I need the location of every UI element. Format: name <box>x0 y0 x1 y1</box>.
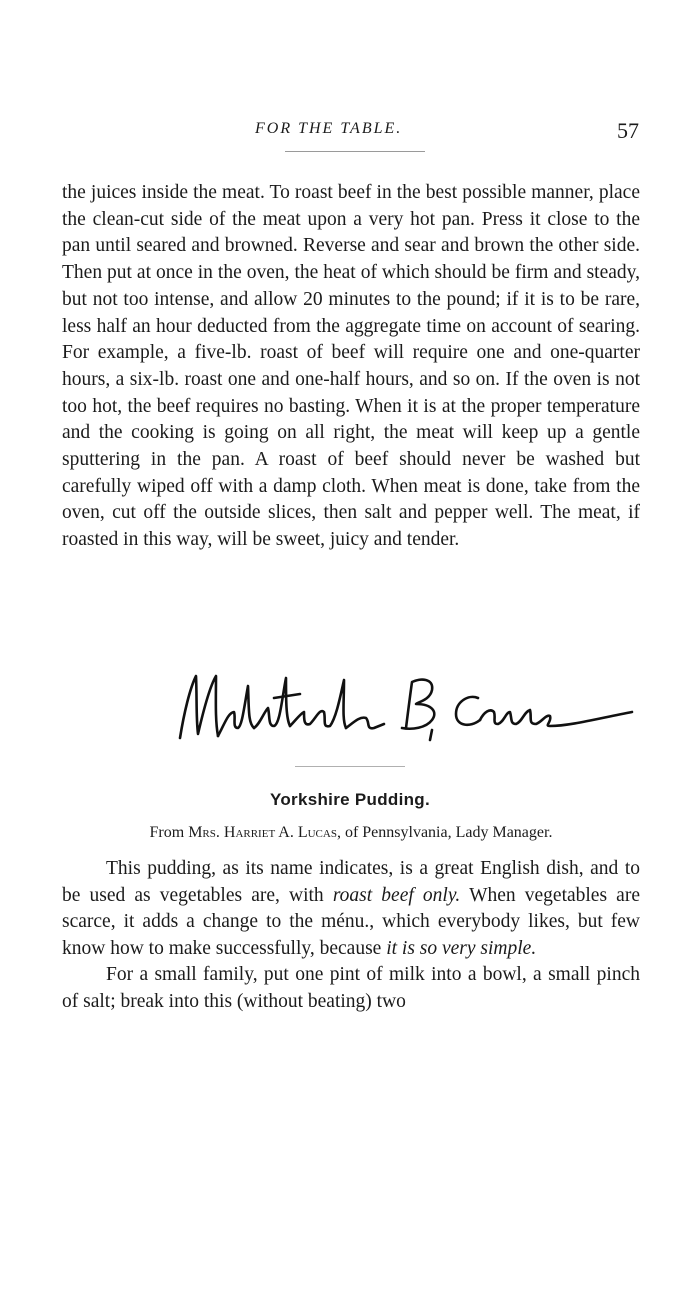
running-head: FOR THE TABLE. <box>255 120 403 137</box>
body-text <box>62 180 640 554</box>
recipe-title: Yorkshire Pudding. <box>270 790 430 809</box>
recipe-p1-emphasis-2: it is so very simple. <box>386 937 537 959</box>
recipe-paragraph-1 <box>62 856 640 962</box>
page-number: 57 <box>617 118 639 143</box>
recipe-p1-emphasis-1: roast beef only. <box>332 884 461 906</box>
recipe-body <box>62 856 640 1015</box>
recipe-paragraph-2: For a small family, put one pint of milk into a bowl, a small pinch of salt; break into this (without beating) two <box>62 964 640 1012</box>
header-rule <box>285 151 425 152</box>
handwritten-signature <box>170 668 640 748</box>
attribution-name: Mrs. Harriet A. Lucas, <box>188 824 341 841</box>
recipe-attribution <box>62 824 640 842</box>
attribution-rest: of Pennsylvania, Lady Manager. <box>344 824 553 841</box>
paragraph-roast-beef: the juices inside the meat. To roast beef in the best possible manner, place the clean-cut side of the meat upon a very hot pan. Press it close to the pan until seared and browned. Reverse and sear and brown the other side. Then put at once in the oven, the heat of which should be firm and steady, but not too intense, and allow 20 minutes to the pound; if it is to be rare, less half an hour deducted from the aggregate time on account of searing. For example, a five-lb. roast of beef will require one and one-quarter hours, a six-lb. roast one and one-half hours, and so on. If the oven is not too hot, the beef requires no basting. When it is at the proper temperature and the cooking is going on all right, the meat will keep up a gentle sputtering in the pan. A roast of beef should never be washed but carefully wiped off with a damp cloth. When meat is done, take from the oven, cut off the outside slices, then salt and pepper well. The meat, if roasted in this way, will be sweet, juicy and tender. <box>62 182 640 551</box>
recipe-p1-text-a: This pudding, as its name indicates, is a great English dish, and to be used as vegetables are, with <box>62 858 640 906</box>
section-divider <box>295 766 405 767</box>
recipe-p1-text-b: When vegetables are scarce, it adds a change to the ménu., which everybody likes, but few know how to make successfully, because <box>62 884 640 959</box>
attribution-from: From <box>149 824 185 841</box>
